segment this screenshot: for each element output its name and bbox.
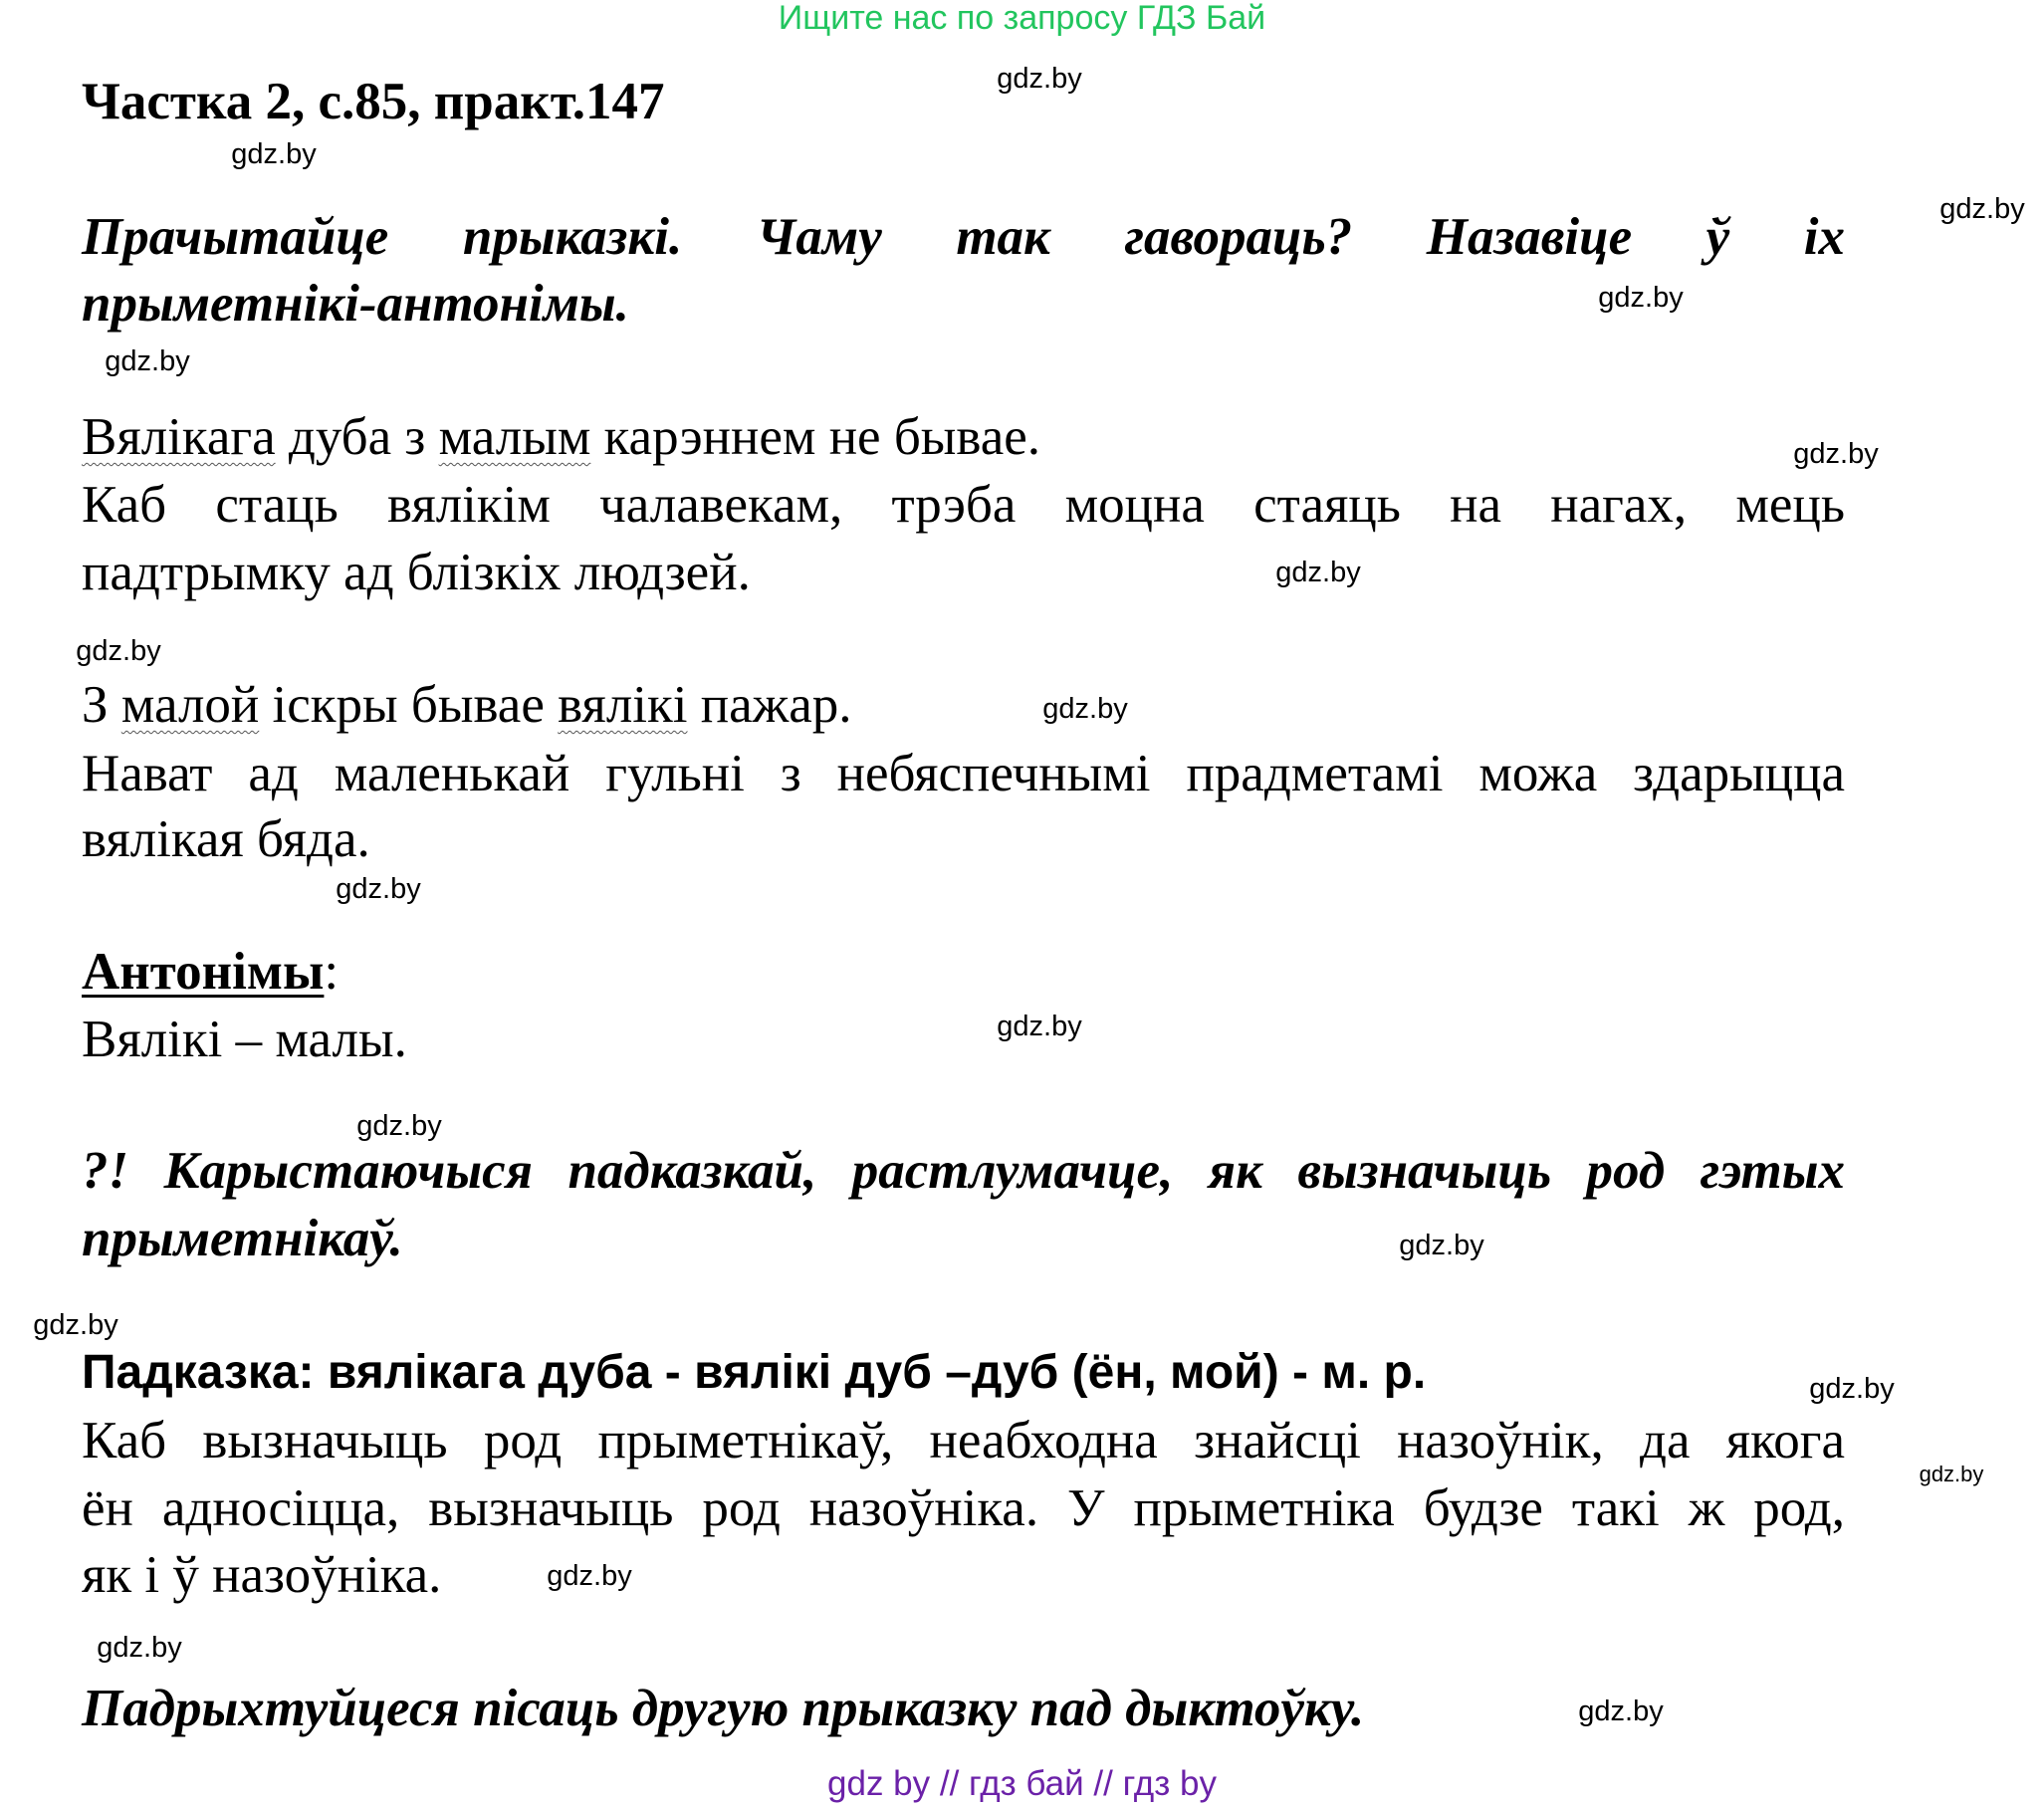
watermark: gdz.by: [33, 1309, 118, 1341]
text: З: [82, 676, 121, 734]
watermark: gdz.by: [1399, 1230, 1484, 1261]
antonyms-heading: Антонімы: [82, 943, 325, 1001]
watermark: gdz.by: [231, 138, 317, 170]
watermark: gdz.by: [1042, 693, 1128, 725]
watermark: gdz.by: [356, 1110, 442, 1142]
watermark: gdz.by: [997, 63, 1082, 95]
task1-line2: прыметнікі-антонімы.: [82, 275, 629, 333]
text: пажар.: [687, 676, 852, 734]
adjective-vialiki: вялікі: [558, 676, 688, 734]
watermark: gdz.by: [1939, 193, 2025, 225]
adjective-maloi: малой: [120, 676, 260, 734]
adjective-malym: малым: [438, 408, 591, 466]
watermark: gdz.by: [1578, 1695, 1664, 1727]
hint-line1: Каб вызначыць род прыметнікаў, неабходна знайсці назоўнік, да якога: [82, 1412, 1845, 1469]
watermark: gdz.by: [105, 345, 190, 377]
watermark: gdz.by: [1809, 1373, 1895, 1405]
explain2-line2: вялікая бяда.: [82, 810, 370, 868]
text: дуба з: [275, 408, 439, 466]
watermark: gdz.by: [1793, 438, 1879, 470]
explain1-line2: падтрымку ад блізкіх людзей.: [82, 544, 751, 601]
watermark: gdz.by: [1598, 282, 1684, 314]
hint-line3: як і ў назоўніка.: [82, 1546, 442, 1604]
antonyms-heading-line: [82, 942, 339, 1002]
proverb2: [82, 675, 852, 735]
hint-heading: Падказка: вялікага дуба - вялікі дуб –дуб (ён, мой) - м. р.: [82, 1346, 1427, 1399]
watermark: gdz.by: [336, 873, 421, 905]
search-banner[interactable]: Ищите нас по запросу ГДЗ Бай: [778, 0, 1266, 37]
adjective-vialikaga: Вялікага: [82, 408, 276, 466]
watermark: gdz.by: [76, 635, 161, 667]
watermark: gdz.by: [997, 1011, 1082, 1042]
watermark: gdz.by: [1275, 557, 1361, 588]
text: карэннем не бывае.: [590, 408, 1041, 466]
text: іскры бывае: [259, 676, 559, 734]
task3: Падрыхтуйцеся пісаць другую прыказку пад дыктоўку.: [82, 1680, 1365, 1737]
watermark: gdz.by: [547, 1560, 632, 1592]
watermark: gdz.by: [97, 1632, 182, 1664]
hint-line2: ён адносіцца, вызначыць род назоўніка. У прыметніка будзе такі ж род,: [82, 1479, 1845, 1537]
page-title: Частка 2, с.85, практ.147: [82, 73, 665, 130]
antonym-pair: Вялікі – малы.: [82, 1011, 407, 1068]
watermark: gdz.by: [1919, 1462, 1984, 1486]
proverb1: [82, 407, 1040, 467]
task2-line2: прыметнікаў.: [82, 1210, 403, 1267]
footer-links[interactable]: gdz by // гдз бай // гдз by: [827, 1764, 1217, 1803]
explain2-line1: Нават ад маленькай гульні з небяспечнымі прадметамі можа здарыцца: [82, 745, 1845, 802]
task2-line1: ?! Карыстаючыся падказкай, растлумачце, як вызначыць род гэтых: [82, 1142, 1845, 1200]
explain1-line1: Каб стаць вялікім чалавекам, трэба моцна стаяць на нагах, мець: [82, 476, 1845, 534]
task1-line1: Прачытайце прыказкі. Чаму так гавораць? Назавіце ў іх: [82, 208, 1845, 266]
colon: :: [324, 943, 340, 1001]
